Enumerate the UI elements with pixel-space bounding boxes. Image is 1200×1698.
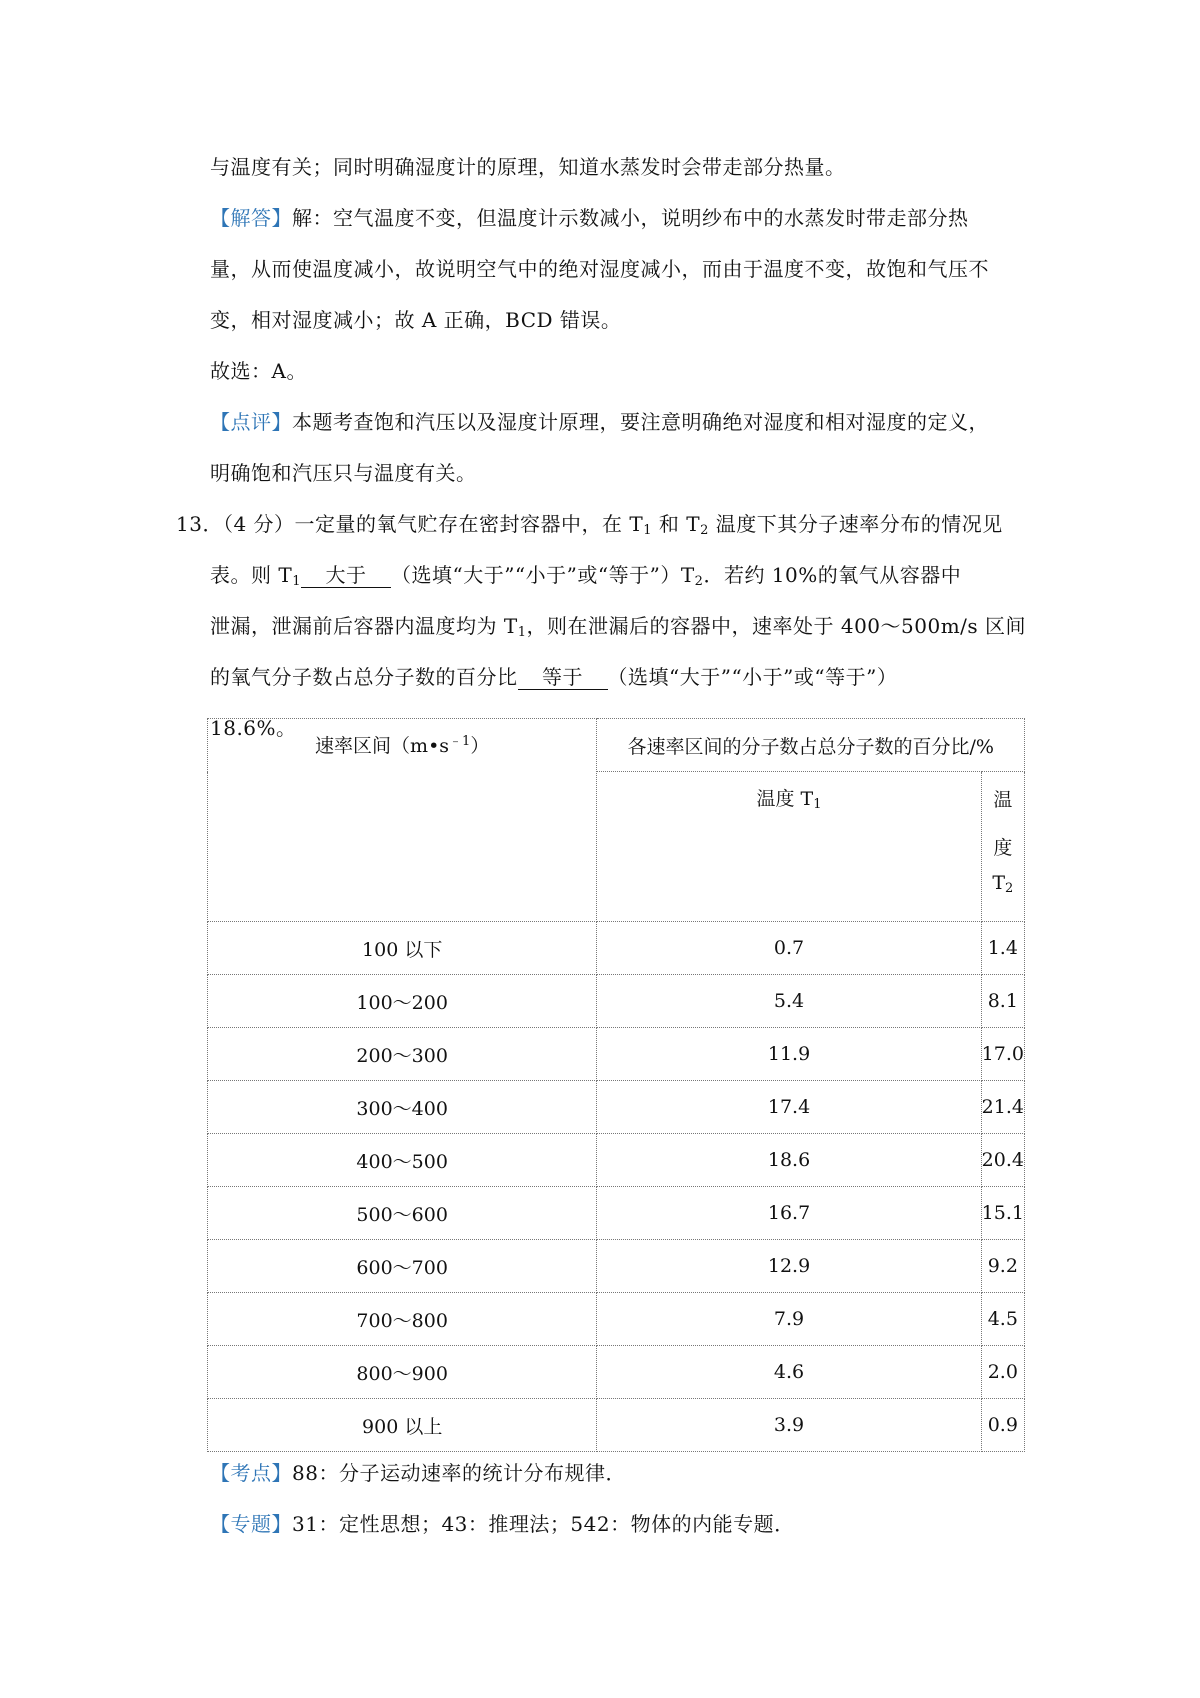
choice-text: 故选：A。 xyxy=(210,359,307,383)
header-speed-end: ） xyxy=(470,735,490,757)
kaodian-tag: 【考点】 xyxy=(210,1461,292,1485)
kaodian-text: 88：分子运动速率的统计分布规律． xyxy=(292,1461,626,1485)
t1-percent-cell: 7.9 xyxy=(597,1293,981,1346)
header-t2-letter: T xyxy=(992,872,1006,894)
q13-text-2a: 表。则 T xyxy=(210,563,293,587)
zhuanti-tag: 【专题】 xyxy=(210,1512,292,1536)
t1-percent-cell: 4.6 xyxy=(597,1346,981,1399)
table-row xyxy=(208,1346,1025,1399)
answer-line-2 xyxy=(210,254,1030,284)
speed-range-cell: 700～800 xyxy=(208,1293,597,1346)
t2-percent-cell: 2.0 xyxy=(981,1346,1024,1399)
q13-sub-t2: 2 xyxy=(700,523,709,538)
zhuanti-text: 31：定性思想；43：推理法；542：物体的内能专题． xyxy=(292,1512,795,1536)
table-row xyxy=(208,1399,1025,1452)
speed-range-cell: 800～900 xyxy=(208,1346,597,1399)
table-body xyxy=(208,922,1025,1452)
header-percent-cell xyxy=(597,719,1025,772)
t2-percent-cell: 20.4 xyxy=(981,1134,1024,1187)
t2-percent-cell: 15.1 xyxy=(981,1187,1024,1240)
answer-blank-1: 大于 xyxy=(301,563,391,588)
answer-text-3: 变，相对湿度减小；故 A 正确，BCD 错误。 xyxy=(210,308,622,332)
speed-range-cell: 500～600 xyxy=(208,1187,597,1240)
t1-percent-cell: 0.7 xyxy=(597,922,981,975)
zhuanti-line xyxy=(210,1509,1030,1539)
speed-range-cell: 100 以下 xyxy=(208,922,597,975)
t1-percent-cell: 5.4 xyxy=(597,975,981,1028)
kaodian-line xyxy=(210,1458,1030,1488)
table-row xyxy=(208,1187,1025,1240)
table-row xyxy=(208,1240,1025,1293)
t2-percent-cell: 8.1 xyxy=(981,975,1024,1028)
table-row xyxy=(208,1134,1025,1187)
prev-line-1: 与温度有关；同时明确湿度计的原理，知道水蒸发时会带走部分热量。 xyxy=(210,155,846,179)
comment-text-1: 本题考查饱和汽压以及湿度计原理，要注意明确绝对湿度和相对湿度的定义， xyxy=(292,410,989,434)
table-row xyxy=(208,1293,1025,1346)
header-t1: 温度 T xyxy=(756,788,814,810)
q13-line-4 xyxy=(210,662,1030,692)
t2-percent-cell: 21.4 xyxy=(981,1081,1024,1134)
comment-line-1 xyxy=(210,407,1030,437)
speed-range-cell: 600～700 xyxy=(208,1240,597,1293)
q13-sub-t1: 1 xyxy=(643,523,653,538)
t2-percent-cell: 17.0 xyxy=(981,1028,1024,1081)
answer-line-3 xyxy=(210,305,1030,335)
q13-sub-2a: 1 xyxy=(292,574,301,589)
table-row xyxy=(208,975,1025,1028)
q13-text-2b: （选填“大于”“小于”或“等于”）T xyxy=(390,563,695,587)
header-speed-sup: ﹣1 xyxy=(449,734,471,749)
table-header-row-1 xyxy=(208,719,1025,772)
q13-text-2c: ．若约 10%的氧气从容器中 xyxy=(703,563,962,587)
header-t2: 温度 xyxy=(993,789,1013,859)
q13-text-3b: ，则在泄漏后的容器中，速率处于 400～500m/s 区间 xyxy=(526,614,1027,638)
q13-sub-3: 1 xyxy=(517,625,527,640)
t1-percent-cell: 11.9 xyxy=(597,1028,981,1081)
header-speed: 速率区间（m•s xyxy=(315,735,450,757)
speed-range-cell: 300～400 xyxy=(208,1081,597,1134)
q13-line-2 xyxy=(210,560,1030,590)
t2-percent-cell: 0.9 xyxy=(981,1399,1024,1452)
speed-range-cell: 900 以上 xyxy=(208,1399,597,1452)
header-t2-sub: 2 xyxy=(1005,881,1014,896)
answer-text-1: 解：空气温度不变，但温度计示数减小，说明纱布中的水蒸发时带走部分热 xyxy=(292,206,969,230)
q13-text-4a: 的氧气分子数占总分子数的百分比 xyxy=(210,665,518,689)
choice-line xyxy=(210,356,1030,386)
q13-sub-2b: 2 xyxy=(694,574,704,589)
speed-distribution-table xyxy=(207,718,1025,1452)
answer-blank-2: 等于 xyxy=(518,665,608,690)
answer-text-2: 量，从而使温度减小，故说明空气中的绝对湿度减小，而由于温度不变，故饱和气压不 xyxy=(210,257,989,281)
header-t1-sub: 1 xyxy=(813,797,822,812)
q13-text-4b: （选填“大于”“小于”或“等于”） xyxy=(607,665,898,689)
header-t1-cell xyxy=(597,772,981,922)
prev-text-line xyxy=(210,152,1030,182)
speed-range-cell: 100～200 xyxy=(208,975,597,1028)
speed-range-cell: 400～500 xyxy=(208,1134,597,1187)
comment-tag: 【点评】 xyxy=(210,410,292,434)
speed-range-cell: 200～300 xyxy=(208,1028,597,1081)
t2-percent-cell: 1.4 xyxy=(981,922,1024,975)
t1-percent-cell: 12.9 xyxy=(597,1240,981,1293)
comment-line-2 xyxy=(210,458,1030,488)
q13-line-3 xyxy=(210,611,1030,641)
table-row xyxy=(208,1081,1025,1134)
header-percent: 各速率区间的分子数占总分子数的百分比/% xyxy=(627,735,994,758)
comment-text-2: 明确饱和汽压只与温度有关。 xyxy=(210,461,477,485)
answer-line-1 xyxy=(210,203,1030,233)
header-t2-cell xyxy=(981,772,1024,922)
q13-text-1a: （4 分）一定量的氧气贮存在密封容器中，在 T xyxy=(222,512,644,536)
q13-line-1 xyxy=(176,509,1032,539)
table-row xyxy=(208,1028,1025,1081)
q13-text-1c: 温度下其分子速率分布的情况见 xyxy=(708,512,1003,536)
t1-percent-cell: 3.9 xyxy=(597,1399,981,1452)
q13-text-3a: 泄漏，泄漏前后容器内温度均为 T xyxy=(210,614,518,638)
table-row xyxy=(208,922,1025,975)
header-speed-cell xyxy=(208,719,597,922)
q13-text-1b: 和 T xyxy=(652,512,701,536)
t1-percent-cell: 18.6 xyxy=(597,1134,981,1187)
q13-number: 13． xyxy=(176,512,223,536)
t1-percent-cell: 16.7 xyxy=(597,1187,981,1240)
answer-tag: 【解答】 xyxy=(210,206,292,230)
q13-text-5: 18.6%。 xyxy=(210,716,297,740)
t1-percent-cell: 17.4 xyxy=(597,1081,981,1134)
t2-percent-cell: 4.5 xyxy=(981,1293,1024,1346)
t2-percent-cell: 9.2 xyxy=(981,1240,1024,1293)
